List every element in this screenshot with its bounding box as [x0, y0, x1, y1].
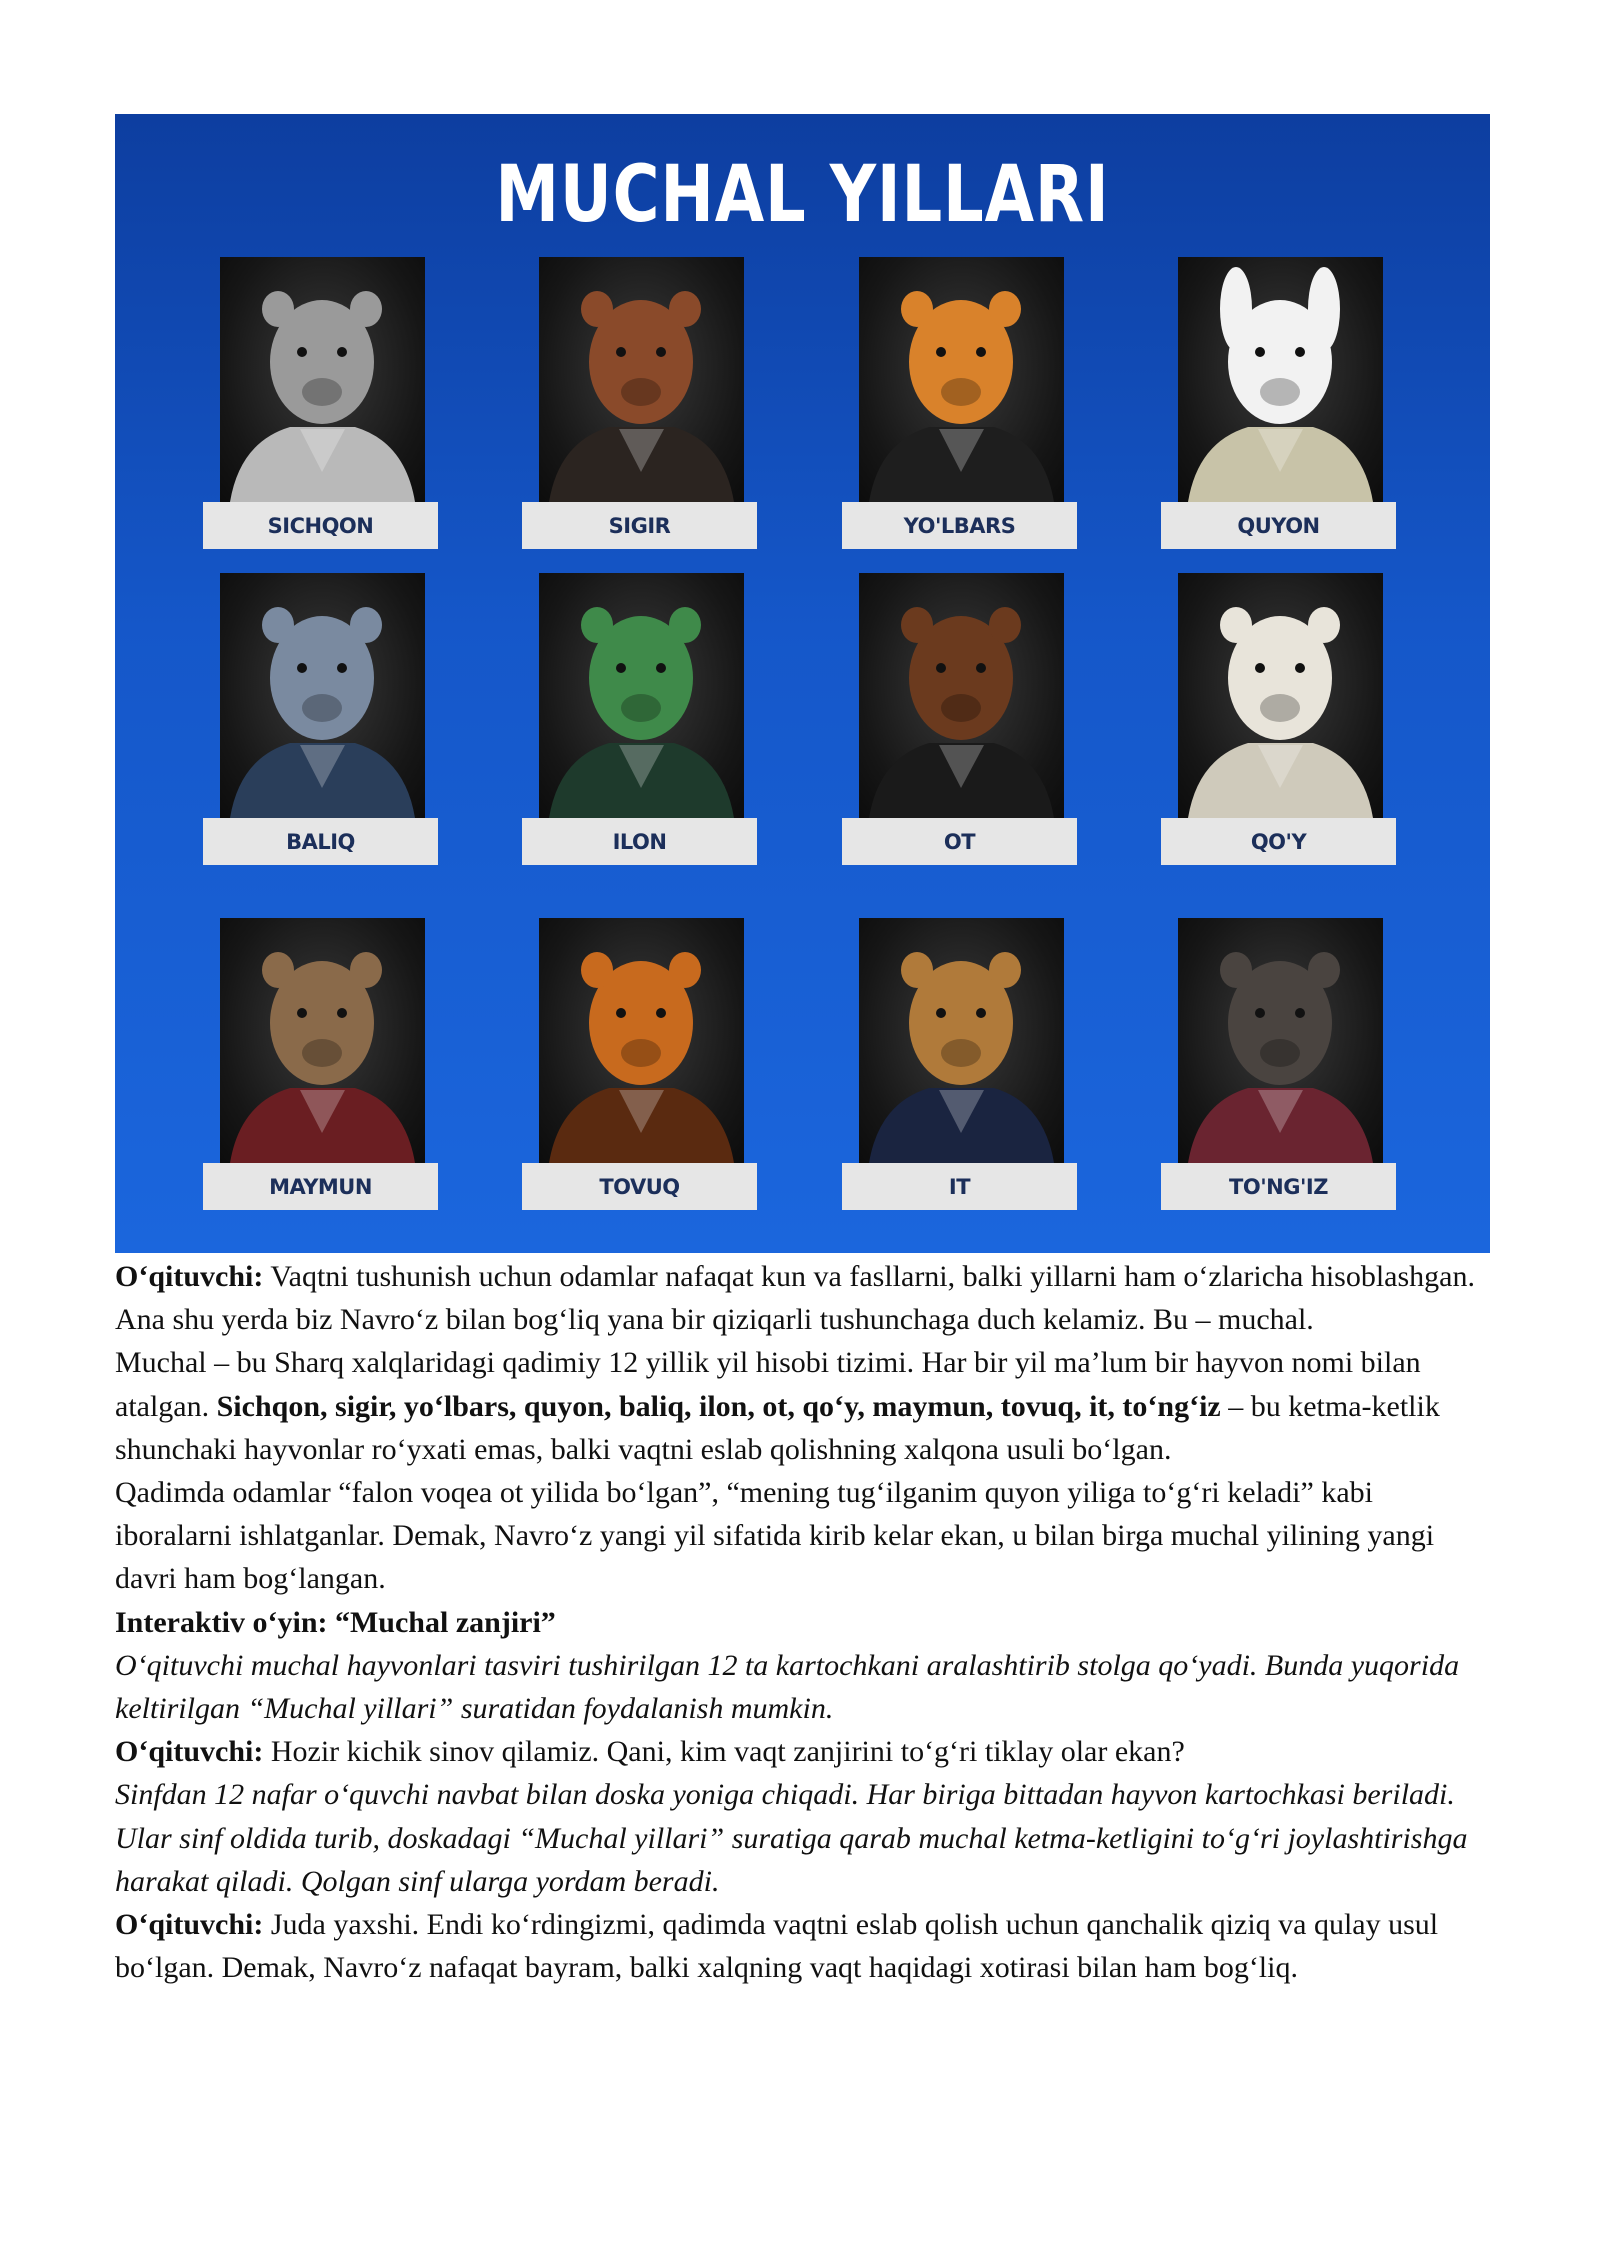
animal-card [1161, 918, 1396, 1213]
teacher-paragraph-3 [115, 1903, 1495, 1989]
tiger-icon [859, 257, 1064, 502]
game-heading: Interaktiv o‘yin: “Muchal zanjiri” [115, 1605, 556, 1639]
animal-label: IT [842, 1163, 1077, 1210]
animal-label: MAYMUN [203, 1163, 438, 1210]
animal-label: SIGIR [522, 502, 757, 549]
animal-card [1161, 573, 1396, 868]
animal-label: TOVUQ [522, 1163, 757, 1210]
animal-card [842, 257, 1077, 552]
monkey-icon [220, 918, 425, 1163]
muchal-definition-paragraph [115, 1341, 1495, 1471]
animal-card-grid [115, 114, 1490, 1253]
animal-label: QUYON [1161, 502, 1396, 549]
dog-icon [859, 918, 1064, 1163]
history-paragraph: Qadimda odamlar “falon voqea ot yilida bo‘lgan”, “mening tug‘ilganim quyon yiliga to‘g‘ri keladi” kabi iboralarni ishlatganlar. Demak, Navro‘z yangi yil sifatida kirib kelar ekan, u bilan birga muchal yilining yangi davri ham bog‘langan. [115, 1476, 1435, 1596]
speaker-label: O‘qituvchi: [115, 1908, 264, 1942]
animal-card [203, 918, 438, 1213]
snake-icon [539, 573, 744, 818]
animal-card [522, 918, 757, 1213]
animal-label: BALIQ [203, 818, 438, 865]
paragraph-text: Juda yaxshi. Endi ko‘rdingizmi, qadimda vaqtni eslab qolish uchun qanchalik qiziq va qulay usul bo‘lgan. Demak, Navro‘z nafaqat bayram, balki xalqning vaqt haqidagi xotirasi bilan ham bog‘liq. [115, 1908, 1439, 1985]
animal-card [203, 257, 438, 552]
paragraph-text: Muchal – bu Sharq xalqlaridagi qadimiy 12 yillik yil hisobi tizimi. Har bir yil ma’lum bir hayvon nomi bilan atalgan. [115, 1346, 1421, 1423]
paragraph-text: Vaqtni tushunish uchun odamlar nafaqat kun va fasllarni, balki yillarni ham o‘zlaricha hisoblashgan. Ana shu yerda biz Navro‘z bilan bog‘liq yana bir qiziqarli tushunchaga duch kelamiz. Bu – muchal. [115, 1260, 1475, 1337]
horse-icon [859, 573, 1064, 818]
paragraph-text: – bu ketma-ketlik shunchaki hayvonlar ro‘yxati emas, balki vaqtni eslab qolishning xalqona usuli bo‘lgan. [115, 1389, 1440, 1466]
paragraph-text: Hozir kichik sinov qilamiz. Qani, kim vaqt zanjirini to‘g‘ri tiklay olar ekan? [263, 1735, 1185, 1769]
rooster-icon [539, 918, 744, 1163]
game-instruction: O‘qituvchi muchal hayvonlari tasviri tushirilgan 12 ta kartochkani aralashtirib stolga qo‘yadi. Bunda yuqorida keltirilgan “Muchal yillari” suratidan foydalanish mumkin. [115, 1648, 1460, 1726]
mouse-icon [220, 257, 425, 502]
animal-label: QO'Y [1161, 818, 1396, 865]
animal-sequence: Sichqon, sigir, yo‘lbars, quyon, baliq, ilon, ot, qo‘y, maymun, tovuq, it, to‘ng‘iz [216, 1389, 1221, 1423]
boar-icon [1178, 918, 1383, 1163]
rabbit-icon [1178, 257, 1383, 502]
muchal-poster [115, 114, 1490, 1253]
speaker-label: O‘qituvchi: [115, 1260, 264, 1293]
teacher-paragraph-1 [115, 1255, 1495, 1341]
animal-card [842, 918, 1077, 1213]
teacher-paragraph-2 [115, 1730, 1495, 1773]
animal-card [203, 573, 438, 868]
animal-label: SICHQON [203, 502, 438, 549]
animal-card [522, 573, 757, 868]
animal-label: TO'NG'IZ [1161, 1163, 1396, 1210]
cow-icon [539, 257, 744, 502]
animal-label: OT [842, 818, 1077, 865]
poster-title: MUCHAL YILLARI [495, 150, 1110, 240]
animal-label: ILON [522, 818, 757, 865]
animal-label: YO'LBARS [842, 502, 1077, 549]
animal-card [842, 573, 1077, 868]
sheep-icon [1178, 573, 1383, 818]
lesson-text [115, 1255, 1495, 1989]
speaker-label: O‘qituvchi: [115, 1735, 264, 1769]
animal-card [1161, 257, 1396, 552]
fish-icon [220, 573, 425, 818]
game-procedure: Sinfdan 12 nafar o‘quvchi navbat bilan doska yoniga chiqadi. Har biriga bittadan hayvon kartochkasi beriladi. Ular sinf oldida turib, doskadagi “Muchal yillari” suratiga qarab muchal ketma-ketligini to‘g‘ri joylashtirishga harakat qiladi. Qolgan sinf ularga yordam beradi. [115, 1778, 1468, 1898]
animal-card [522, 257, 757, 552]
